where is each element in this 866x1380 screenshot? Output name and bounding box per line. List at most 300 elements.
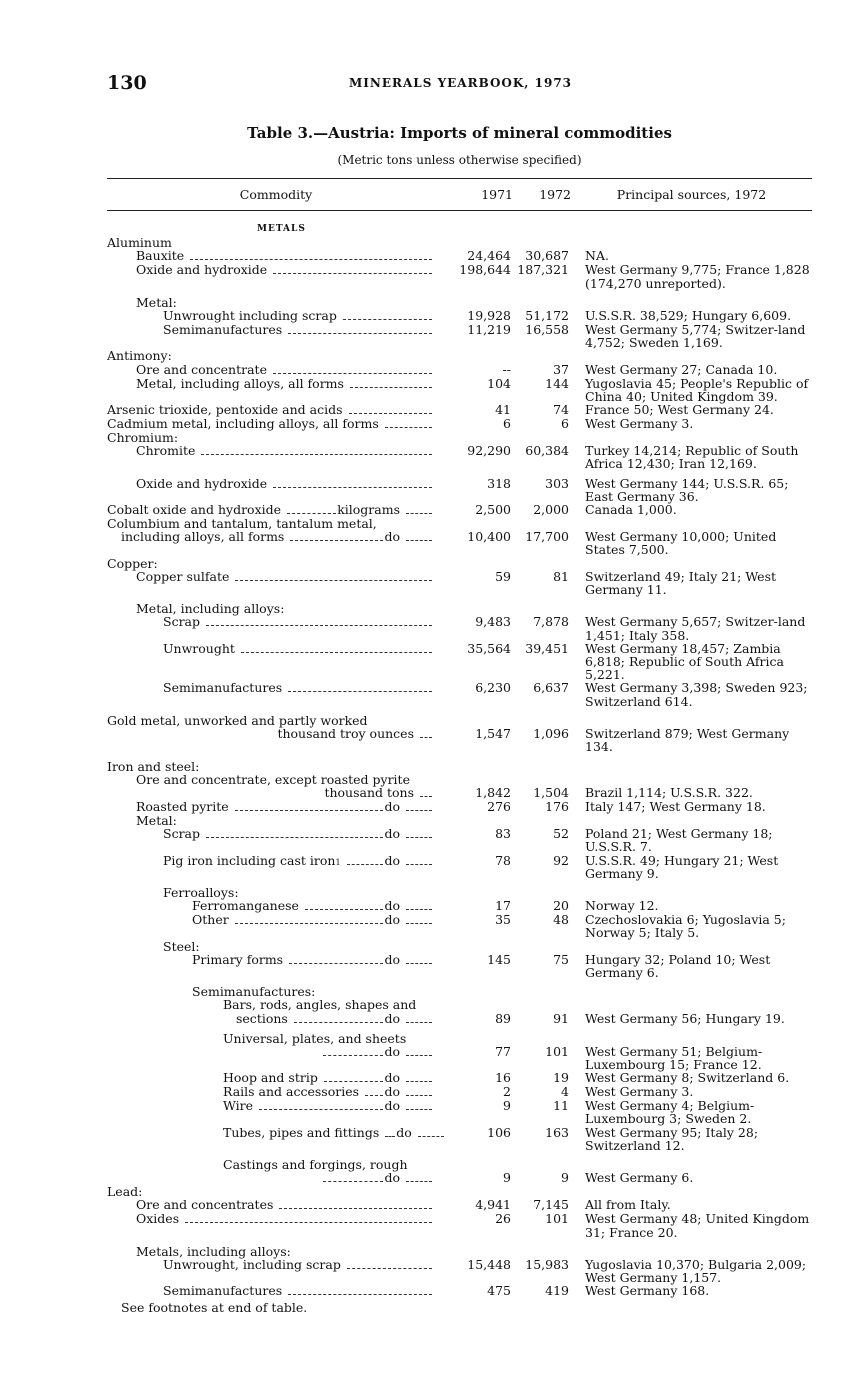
commodity-name: Oxide and hydroxide bbox=[136, 475, 268, 491]
table-row bbox=[107, 642, 812, 682]
value-1972: 52 bbox=[553, 826, 569, 842]
principal-sources: Hungary 32; Poland 10; West Germany 6. bbox=[585, 951, 771, 980]
category-row bbox=[107, 998, 812, 1011]
table-title: Table 3.—Austria: Imports of mineral commodities bbox=[247, 124, 672, 142]
category-label: Aluminum bbox=[107, 235, 172, 251]
dot-leader bbox=[347, 864, 384, 865]
value-1971: 6 bbox=[503, 416, 511, 432]
value-1971: 1,547 bbox=[475, 726, 511, 742]
table-row bbox=[107, 323, 812, 349]
value-1972: 81 bbox=[553, 568, 569, 584]
principal-sources: Italy 147; West Germany 18. bbox=[585, 798, 766, 814]
category-row bbox=[107, 236, 812, 249]
value-1972: 91 bbox=[553, 1010, 569, 1026]
value-1971: 59 bbox=[495, 568, 511, 584]
table-row bbox=[107, 800, 812, 814]
commodity-name: Hoop and strip bbox=[223, 1070, 318, 1086]
commodity-cell bbox=[107, 377, 445, 391]
unit-label: do bbox=[384, 1170, 400, 1186]
table-row bbox=[107, 913, 812, 939]
commodity-name: Roasted pyrite bbox=[136, 798, 229, 814]
category-label: Metal: bbox=[136, 294, 177, 310]
value-1971: 9,483 bbox=[475, 614, 511, 630]
value-1971: 6,230 bbox=[475, 680, 511, 696]
unit-label: do bbox=[384, 798, 400, 814]
col-header-1972: 1972 bbox=[539, 187, 571, 202]
commodity-cell bbox=[107, 998, 445, 1011]
dot-leader bbox=[385, 427, 432, 428]
category-label: Metal: bbox=[136, 812, 177, 828]
dot-leader bbox=[235, 580, 432, 581]
commodity-cell bbox=[107, 827, 445, 841]
unit-label: do bbox=[384, 1084, 400, 1100]
category-label: Ore and concentrate, except roasted pyrite bbox=[136, 771, 410, 787]
commodity-name: Ore and concentrates bbox=[136, 1197, 274, 1213]
dot-leader bbox=[206, 625, 432, 626]
principal-sources: West Germany 27; Canada 10. bbox=[585, 361, 778, 377]
commodity-cell bbox=[107, 1171, 445, 1185]
principal-sources: West Germany 18,457; Zambia 6,818; Republic of South Africa 5,221. bbox=[585, 640, 784, 683]
dot-leader bbox=[288, 333, 432, 334]
section-heading: METALS bbox=[257, 224, 306, 234]
commodity-name: Bauxite bbox=[136, 248, 185, 264]
principal-sources: Yugoslavia 45; People's Republic of China 40; United Kingdom 39. bbox=[585, 375, 809, 404]
top-rule bbox=[107, 178, 812, 179]
category-label: Metals, including alloys: bbox=[136, 1243, 291, 1259]
unit-label: do bbox=[384, 529, 400, 545]
principal-sources: Brazil 1,114; U.S.S.R. 322. bbox=[585, 784, 753, 800]
value-1972: 15,983 bbox=[525, 1256, 569, 1272]
table-row bbox=[107, 249, 812, 263]
value-1972: 30,687 bbox=[525, 248, 569, 264]
value-1971: 11,219 bbox=[467, 322, 511, 338]
commodity-cell bbox=[107, 363, 445, 377]
commodity-name: Unwrought bbox=[163, 640, 235, 656]
value-1971: -- bbox=[502, 361, 511, 377]
commodity-cell bbox=[107, 1085, 445, 1099]
principal-sources: West Germany 3. bbox=[585, 416, 694, 432]
principal-sources: Yugoslavia 10,370; Bulgaria 2,009; West Germany 1,157. bbox=[585, 1256, 807, 1286]
dot-leader bbox=[235, 923, 384, 924]
commodity-name: Cobalt oxide and hydroxide bbox=[107, 502, 282, 518]
dot-leader bbox=[406, 1109, 432, 1110]
commodity-cell bbox=[107, 477, 445, 491]
dot-leader bbox=[273, 373, 432, 374]
unit-label: do bbox=[384, 826, 400, 842]
commodity-cell bbox=[107, 953, 445, 967]
unit-label: do bbox=[396, 1124, 412, 1140]
commodity-name: Scrap bbox=[163, 614, 200, 630]
commodity-cell bbox=[107, 1198, 445, 1212]
table-row bbox=[107, 727, 812, 753]
value-1971: 2,500 bbox=[475, 502, 511, 518]
category-label: Ferroalloys: bbox=[163, 884, 239, 900]
commodity-cell bbox=[107, 1099, 445, 1113]
value-1972: 11 bbox=[553, 1098, 569, 1114]
table-row bbox=[107, 417, 812, 431]
value-1971: 2 bbox=[503, 1084, 511, 1100]
principal-sources: West Germany 4; Belgium-Luxembourg 3; Sweden 2. bbox=[585, 1098, 755, 1127]
commodity-name: Scrap bbox=[163, 826, 200, 842]
commodity-name: Arsenic trioxide, pentoxide and acids bbox=[107, 402, 343, 418]
commodity-cell bbox=[107, 1126, 445, 1140]
principal-sources: Switzerland 879; West Germany 134. bbox=[585, 726, 790, 755]
category-label: Semimanufactures: bbox=[192, 984, 316, 1000]
value-1972: 19 bbox=[553, 1070, 569, 1086]
dot-leader bbox=[290, 540, 383, 541]
value-1972: 74 bbox=[553, 402, 569, 418]
dot-leader bbox=[201, 454, 432, 455]
principal-sources: West Germany 9,775; France 1,828 (174,270 unreported). bbox=[585, 262, 810, 291]
category-label: Antimony: bbox=[107, 348, 172, 364]
dot-leader bbox=[259, 1109, 383, 1110]
principal-sources: Turkey 14,214; Republic of South Africa 12,430; Iran 12,169. bbox=[585, 443, 799, 472]
table-row bbox=[107, 263, 812, 289]
dot-leader bbox=[349, 413, 432, 414]
value-1971: 475 bbox=[487, 1283, 511, 1299]
value-1971: 77 bbox=[495, 1043, 511, 1059]
principal-sources: West Germany 8; Switzerland 6. bbox=[585, 1070, 790, 1086]
dot-leader bbox=[323, 1181, 383, 1182]
commodity-name: Copper sulfate bbox=[136, 568, 230, 584]
principal-sources: France 50; West Germany 24. bbox=[585, 402, 774, 418]
value-1971: 276 bbox=[487, 798, 511, 814]
dot-leader bbox=[418, 1136, 444, 1137]
value-1972: 37 bbox=[553, 361, 569, 377]
commodity-cell bbox=[107, 403, 445, 417]
commodity-cell bbox=[107, 854, 445, 869]
table-row bbox=[107, 530, 812, 556]
value-1972: 92 bbox=[553, 852, 569, 868]
value-1971: 104 bbox=[487, 375, 511, 391]
value-1972: 1,504 bbox=[533, 784, 569, 800]
page-number: 130 bbox=[107, 72, 147, 94]
table-row bbox=[107, 503, 812, 517]
value-1971: 89 bbox=[495, 1010, 511, 1026]
dot-leader bbox=[288, 691, 432, 692]
value-1972: 20 bbox=[553, 898, 569, 914]
dot-leader bbox=[287, 513, 336, 514]
category-label: Copper: bbox=[107, 555, 158, 571]
commodity-name: Cadmium metal, including alloys, all forms bbox=[107, 416, 379, 432]
value-1971: 26 bbox=[495, 1211, 511, 1227]
commodity-cell bbox=[107, 800, 445, 814]
dot-leader bbox=[406, 864, 432, 865]
category-label: Metal, including alloys: bbox=[136, 601, 285, 617]
table-row bbox=[107, 681, 812, 707]
value-1971: 9 bbox=[503, 1170, 511, 1186]
principal-sources: U.S.S.R. 49; Hungary 21; West Germany 9. bbox=[585, 852, 779, 881]
commodity-cell bbox=[107, 263, 445, 277]
commodity-cell bbox=[107, 899, 445, 913]
commodity-name: Chromite bbox=[136, 443, 196, 459]
table-row bbox=[107, 1012, 812, 1026]
unit-label: do bbox=[384, 912, 400, 928]
dot-leader bbox=[289, 963, 383, 964]
category-row bbox=[107, 557, 812, 570]
commodity-cell bbox=[107, 1032, 445, 1045]
dot-leader bbox=[406, 1022, 432, 1023]
category-label: Lead: bbox=[107, 1184, 143, 1200]
commodity-cell bbox=[107, 642, 445, 656]
value-1971: 24,464 bbox=[467, 248, 511, 264]
dot-leader bbox=[206, 837, 383, 838]
principal-sources: West Germany 51; Belgium-Luxembourg 15; France 12. bbox=[585, 1043, 763, 1072]
commodity-cell bbox=[107, 1258, 445, 1272]
value-1971: 4,941 bbox=[475, 1197, 511, 1213]
commodity-cell bbox=[107, 786, 445, 800]
dot-leader bbox=[406, 1055, 432, 1056]
dot-leader bbox=[235, 810, 384, 811]
commodity-name: Ferromanganese bbox=[192, 898, 299, 914]
unit-label: do bbox=[384, 1043, 400, 1059]
dot-leader bbox=[406, 1181, 432, 1182]
commodity-name: Pig iron including cast iron bbox=[163, 852, 336, 868]
table-row bbox=[107, 1045, 812, 1071]
value-1972: 2,000 bbox=[533, 502, 569, 518]
header-rule bbox=[107, 210, 812, 211]
unit-label: do bbox=[384, 898, 400, 914]
category-row bbox=[107, 940, 812, 953]
commodity-cell bbox=[107, 913, 445, 927]
principal-sources: West Germany 3,398; Sweden 923; Switzerland 614. bbox=[585, 680, 808, 709]
commodity-cell bbox=[107, 530, 445, 544]
principal-sources: U.S.S.R. 38,529; Hungary 6,609. bbox=[585, 308, 792, 324]
unit-label: do bbox=[384, 1070, 400, 1086]
commodity-cell bbox=[107, 615, 445, 629]
table-row bbox=[107, 899, 812, 913]
category-row bbox=[107, 1245, 812, 1258]
commodity-cell bbox=[107, 323, 445, 337]
category-row bbox=[107, 773, 812, 786]
commodity-cell bbox=[107, 220, 445, 236]
dot-leader bbox=[324, 1081, 384, 1082]
table-row bbox=[107, 615, 812, 641]
value-1972: 419 bbox=[545, 1283, 569, 1299]
value-1972: 101 bbox=[545, 1211, 569, 1227]
category-label: Bars, rods, angles, shapes and bbox=[223, 997, 417, 1013]
commodity-name: Wire bbox=[223, 1098, 253, 1114]
commodity-cell bbox=[107, 1045, 445, 1059]
dot-leader bbox=[406, 923, 432, 924]
table-row bbox=[107, 1085, 812, 1099]
value-1971: 41 bbox=[495, 402, 511, 418]
value-1972: 9 bbox=[561, 1170, 569, 1186]
unit-label: do bbox=[384, 1010, 400, 1026]
col-header-commodity: Commodity bbox=[239, 187, 313, 202]
value-1971: 78 bbox=[495, 852, 511, 868]
category-row bbox=[107, 349, 812, 362]
unit-label: do bbox=[384, 951, 400, 967]
footnote-marker: 1 bbox=[335, 857, 341, 867]
table-row bbox=[107, 1284, 812, 1298]
dot-leader bbox=[350, 387, 432, 388]
table-row bbox=[107, 1212, 812, 1238]
dot-leader bbox=[190, 259, 432, 260]
value-1972: 1,096 bbox=[533, 726, 569, 742]
category-label: Universal, plates, and sheets bbox=[223, 1030, 407, 1046]
dot-leader bbox=[273, 487, 432, 488]
value-1972: 187,321 bbox=[517, 262, 569, 278]
value-1972: 60,384 bbox=[525, 443, 569, 459]
commodity-name: including alloys, all forms bbox=[121, 529, 285, 545]
value-1972: 303 bbox=[545, 475, 569, 491]
commodity-name: Unwrought including scrap bbox=[163, 308, 337, 324]
table-row bbox=[107, 1258, 812, 1284]
value-1971: 318 bbox=[487, 475, 511, 491]
principal-sources: Norway 12. bbox=[585, 898, 659, 914]
commodity-name: Other bbox=[192, 912, 229, 928]
value-1971: 35,564 bbox=[467, 640, 511, 656]
value-1971: 83 bbox=[495, 826, 511, 842]
table-row bbox=[107, 1071, 812, 1085]
principal-sources: NA. bbox=[585, 248, 609, 264]
commodity-cell bbox=[107, 1284, 445, 1298]
commodity-cell bbox=[107, 503, 445, 517]
category-label: Castings and forgings, rough bbox=[223, 1156, 408, 1172]
commodity-name: Unwrought, including scrap bbox=[163, 1256, 341, 1272]
value-1972: 6,637 bbox=[533, 680, 569, 696]
unit-label: kilograms bbox=[337, 502, 400, 518]
principal-sources: West Germany 5,657; Switzer-land 1,451; Italy 358. bbox=[585, 614, 806, 643]
table-row bbox=[107, 1099, 812, 1125]
commodity-cell bbox=[107, 417, 445, 431]
commodity-cell bbox=[107, 602, 445, 615]
table-subtitle: (Metric tons unless otherwise specified) bbox=[337, 153, 582, 167]
commodity-cell bbox=[107, 773, 445, 786]
table-row bbox=[107, 953, 812, 979]
commodity-name: Tubes, pipes and fittings bbox=[223, 1124, 380, 1140]
table-row bbox=[107, 1198, 812, 1212]
table-row bbox=[107, 827, 812, 853]
value-1972: 51,172 bbox=[525, 308, 569, 324]
dot-leader bbox=[279, 1208, 432, 1209]
unit-label: do bbox=[384, 852, 400, 868]
value-1972: 163 bbox=[545, 1124, 569, 1140]
principal-sources: West Germany 95; Italy 28; Switzerland 12. bbox=[585, 1124, 759, 1153]
table-row bbox=[107, 363, 812, 377]
table-row bbox=[107, 570, 812, 596]
commodity-name: Metal, including alloys, all forms bbox=[136, 375, 344, 391]
value-1972: 4 bbox=[561, 1084, 569, 1100]
commodity-name: Oxide and hydroxide bbox=[136, 262, 268, 278]
dot-leader bbox=[406, 540, 432, 541]
value-1971: 1,842 bbox=[475, 784, 511, 800]
value-1972: 6 bbox=[561, 416, 569, 432]
commodity-cell bbox=[107, 249, 445, 263]
dot-leader bbox=[305, 909, 384, 910]
commodity-name: Semimanufactures bbox=[163, 1283, 283, 1299]
principal-sources: Poland 21; West Germany 18; U.S.S.R. 7. bbox=[585, 826, 773, 855]
page-header bbox=[107, 72, 812, 94]
commodity-cell bbox=[107, 1012, 445, 1026]
principal-sources: West Germany 5,774; Switzer-land 4,752; Sweden 1,169. bbox=[585, 322, 806, 351]
commodity-name: Primary forms bbox=[192, 951, 284, 967]
category-label: Gold metal, unworked and partly worked bbox=[107, 712, 368, 728]
value-1972: 39,451 bbox=[525, 640, 569, 656]
section-heading-row bbox=[107, 220, 812, 236]
principal-sources: All from Italy. bbox=[585, 1197, 671, 1213]
commodity-name: Ore and concentrate bbox=[136, 361, 267, 377]
value-1972: 176 bbox=[545, 798, 569, 814]
dot-leader bbox=[406, 909, 432, 910]
dot-leader bbox=[365, 1095, 383, 1096]
principal-sources: Canada 1,000. bbox=[585, 502, 677, 518]
category-row bbox=[107, 1158, 812, 1171]
commodity-cell bbox=[107, 1212, 445, 1226]
dot-leader bbox=[343, 319, 432, 320]
commodity-name: Oxides bbox=[136, 1211, 180, 1227]
col-header-sources: Principal sources, 1972 bbox=[616, 187, 767, 202]
dot-leader bbox=[185, 1222, 432, 1223]
col-header-1971: 1971 bbox=[481, 187, 513, 202]
table-row bbox=[107, 377, 812, 403]
value-1971: 145 bbox=[487, 951, 511, 967]
dot-leader bbox=[406, 1081, 432, 1082]
dot-leader bbox=[288, 1294, 432, 1295]
commodity-name: Semimanufactures bbox=[163, 680, 283, 696]
category-label: Steel: bbox=[163, 938, 200, 954]
dot-leader bbox=[273, 273, 432, 274]
commodity-name: thousand tons bbox=[324, 784, 414, 800]
dot-leader bbox=[323, 1055, 383, 1056]
dot-leader bbox=[406, 810, 432, 811]
dot-leader bbox=[385, 1136, 395, 1137]
commodity-cell bbox=[107, 727, 445, 741]
running-title: MINERALS YEARBOOK, 1973 bbox=[349, 76, 573, 90]
principal-sources: West Germany 10,000; United States 7,500. bbox=[585, 529, 777, 558]
value-1972: 16,558 bbox=[525, 322, 569, 338]
dot-leader bbox=[406, 1095, 432, 1096]
commodity-cell bbox=[107, 940, 445, 953]
dot-leader bbox=[406, 837, 432, 838]
table-row bbox=[107, 854, 812, 880]
category-row bbox=[107, 985, 812, 998]
commodity-name: thousand troy ounces bbox=[277, 726, 414, 742]
principal-sources: West Germany 168. bbox=[585, 1283, 710, 1299]
value-1972: 75 bbox=[553, 951, 569, 967]
principal-sources: West Germany 144; U.S.S.R. 65; East Germany 36. bbox=[585, 475, 789, 504]
category-row bbox=[107, 1032, 812, 1045]
commodity-cell bbox=[107, 557, 445, 570]
value-1971: 15,448 bbox=[467, 1256, 511, 1272]
dot-leader bbox=[420, 737, 432, 738]
dot-leader bbox=[347, 1268, 432, 1269]
value-1971: 106 bbox=[487, 1124, 511, 1140]
category-label: Chromium: bbox=[107, 430, 179, 446]
commodity-cell bbox=[107, 1245, 445, 1258]
unit-label: do bbox=[384, 1098, 400, 1114]
principal-sources: West Germany 3. bbox=[585, 1084, 694, 1100]
value-1971: 35 bbox=[495, 912, 511, 928]
commodity-name: Rails and accessories bbox=[223, 1084, 360, 1100]
table-row bbox=[107, 786, 812, 800]
commodity-name: Semimanufactures bbox=[163, 322, 283, 338]
table-row bbox=[107, 309, 812, 323]
value-1972: 48 bbox=[553, 912, 569, 928]
value-1971: 17 bbox=[495, 898, 511, 914]
commodity-cell bbox=[107, 349, 445, 362]
principal-sources: West Germany 6. bbox=[585, 1170, 694, 1186]
table-footnote: See footnotes at end of table. bbox=[121, 1300, 308, 1315]
principal-sources: West Germany 56; Hungary 19. bbox=[585, 1010, 785, 1026]
value-1971: 92,290 bbox=[467, 443, 511, 459]
dot-leader bbox=[406, 513, 432, 514]
value-1971: 19,928 bbox=[467, 308, 511, 324]
category-label: Iron and steel: bbox=[107, 758, 200, 774]
category-label: Columbium and tantalum, tantalum metal, bbox=[107, 516, 377, 532]
value-1971: 198,644 bbox=[459, 262, 511, 278]
